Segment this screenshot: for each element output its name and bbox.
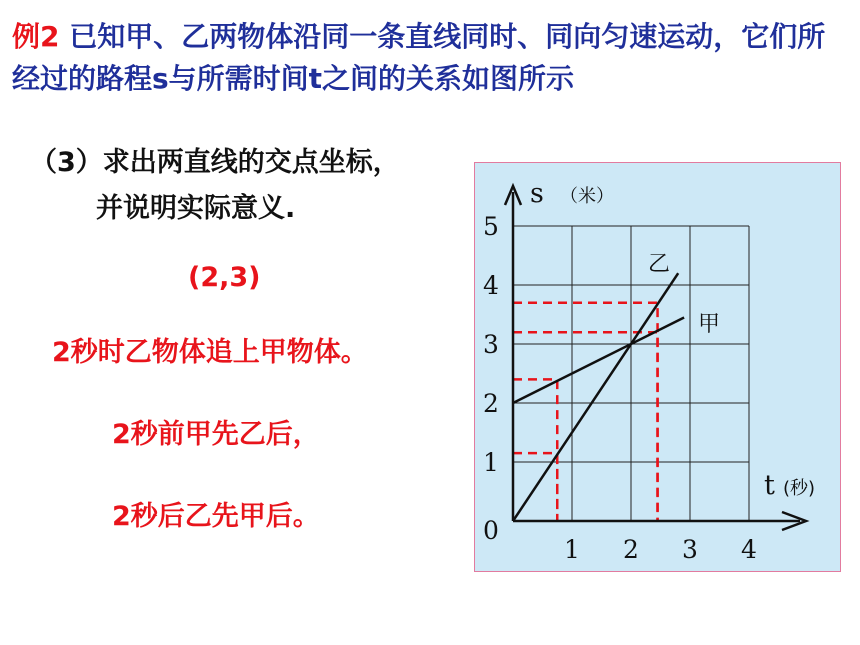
chart-labels [483,178,815,564]
answer-coordinate: (2,3) [188,262,261,293]
x-tick-label: 4 [741,535,757,564]
origin-label: 0 [483,516,499,545]
y-tick-label: 1 [483,448,499,477]
y-tick-label: 4 [483,271,499,300]
series-name-label: 乙 [648,252,671,277]
series-line [513,273,678,521]
x-axis-title: t [764,470,775,501]
question-line-1: （3）求出两直线的交点坐标， [30,147,400,178]
question-line-2: 并说明实际意义. [96,193,296,224]
chart-grid [513,226,749,521]
answer-meaning-3: 2秒后乙先甲后。 [112,501,320,532]
y-tick-label: 5 [483,212,499,241]
y-axis-unit: （米） [560,186,614,207]
guide-line [513,332,658,521]
y-tick-label: 3 [483,330,499,359]
x-axis-unit: (秒) [783,478,816,499]
x-tick-label: 3 [682,535,698,564]
series-name-label: 甲 [698,312,721,337]
problem-text: 已知甲、乙两物体沿同一条直线同时、同向匀速运动，它们所经过的路程s与所需时间t之间的关系如图所示 [12,20,826,95]
x-tick-label: 1 [564,535,580,564]
example-tag: 例2 [12,20,60,53]
chart-axes [505,186,806,530]
x-tick-label: 2 [623,535,639,564]
y-axis-title: s [530,178,544,209]
y-tick-label: 2 [483,389,499,418]
answer-meaning-1: 2秒时乙物体追上甲物体。 [52,337,368,368]
answer-meaning-2: 2秒前甲先乙后， [112,419,320,450]
